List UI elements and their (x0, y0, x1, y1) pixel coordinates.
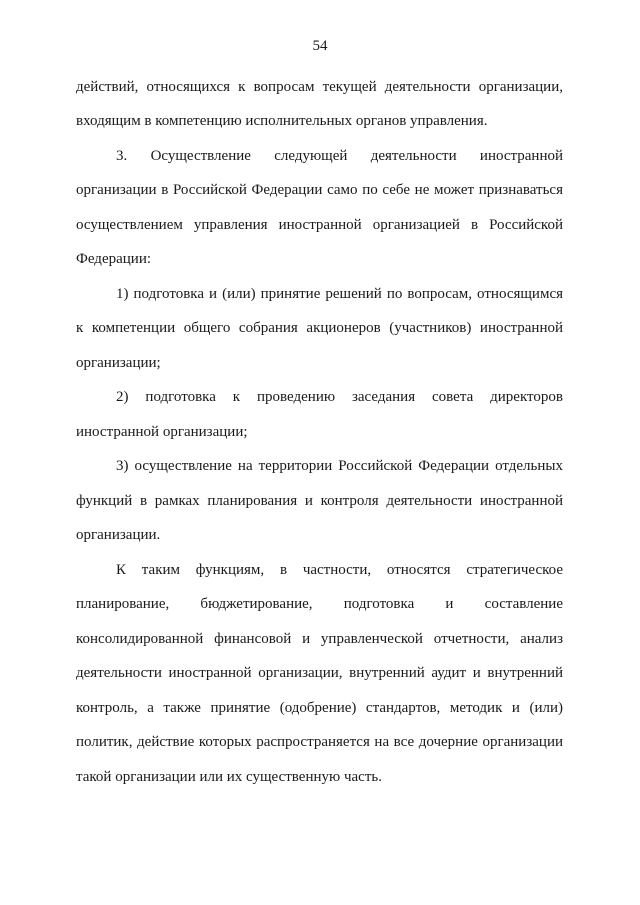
text-line: планирование, бюджетирование, подготовка и составление (76, 596, 563, 612)
text-line: такой организации или их существенную часть. (76, 769, 382, 785)
text-line: организации. (76, 527, 161, 543)
text-line: организации в Российской Федерации само по себе не может признаваться (76, 182, 563, 198)
paragraph-3-first-line: 3. Осуществление следующей деятельности иностранной (116, 148, 563, 164)
paragraph-functions-first-line: К таким функциям, в частности, относятся стратегическое (116, 562, 563, 578)
page-number: 54 (312, 38, 328, 54)
list-item-1-first-line: 1) подготовка и (или) принятие решений по вопросам, относящимся (116, 286, 563, 302)
text-line: осуществлением управления иностранной организацией в Российской (76, 217, 563, 233)
text-line: контроль, а также принятие (одобрение) стандартов, методик и (или) (76, 700, 563, 716)
text-line: функций в рамках планирования и контроля деятельности иностранной (76, 493, 563, 509)
text-line: консолидированной финансовой и управленческой отчетности, анализ (76, 631, 563, 647)
text-line: Федерации: (76, 251, 152, 267)
text-line: входящим в компетенцию исполнительных органов управления. (76, 113, 488, 129)
text-line: организации; (76, 355, 161, 371)
text-line: политик, действие которых распространяется на все дочерние организации (76, 734, 563, 750)
text-line: иностранной организации; (76, 424, 248, 440)
list-item-2-first-line: 2) подготовка к проведению заседания совета директоров (116, 389, 563, 405)
text-line: действий, относящихся к вопросам текущей деятельности организации, (76, 79, 563, 95)
list-item-3-first-line: 3) осуществление на территории Российской Федерации отдельных (116, 458, 563, 474)
text-line: деятельности иностранной организации, внутренний аудит и внутренний (76, 665, 563, 681)
text-line: к компетенции общего собрания акционеров (участников) иностранной (76, 320, 563, 336)
